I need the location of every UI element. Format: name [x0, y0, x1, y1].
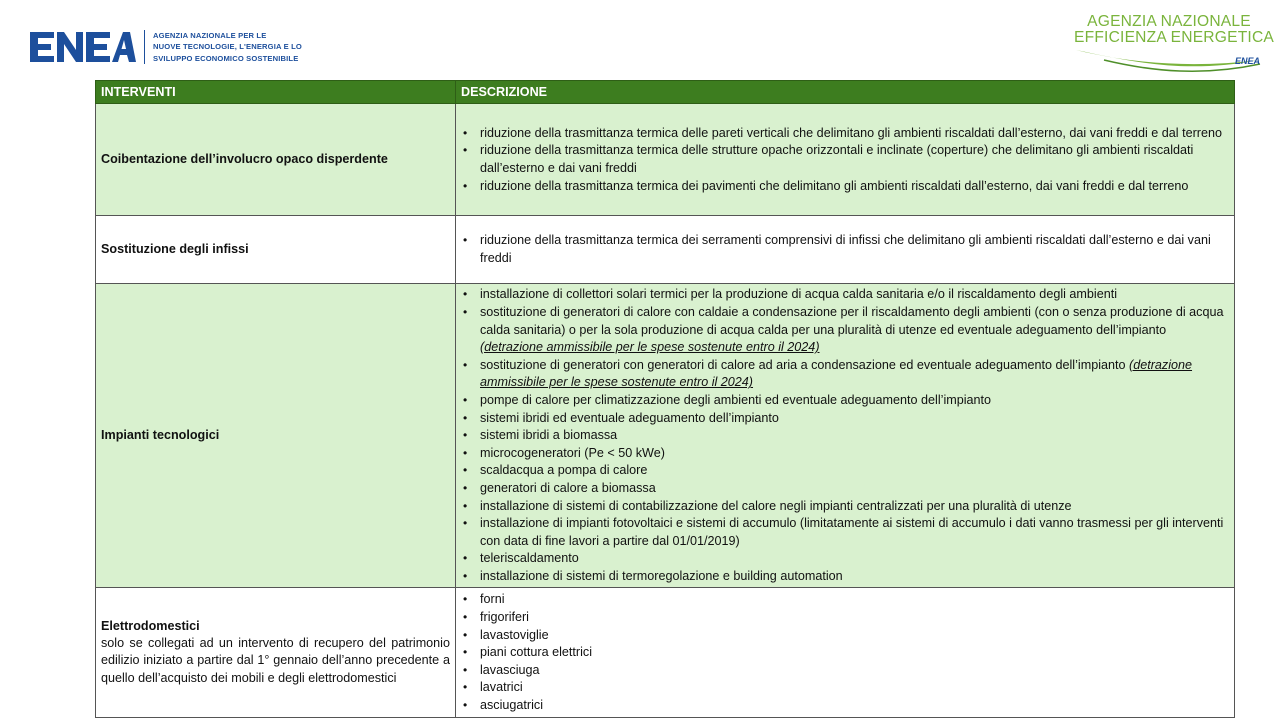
enea-subtitle-line: SVILUPPO ECONOMICO SOSTENIBILE	[153, 53, 299, 63]
agency-title-line: EFFICIENZA ENERGETICA	[1074, 29, 1275, 46]
agency-title-line: AGENZIA NAZIONALE	[1087, 13, 1251, 30]
list-item: • lavatrici	[480, 679, 1226, 697]
intervention-name: Coibentazione dell’involucro opaco disperdente	[101, 152, 388, 166]
list-item: • pompe di calore per climatizzazione degli ambienti ed eventuale adeguamento dell’impianto	[480, 392, 1226, 410]
intervention-name: Sostituzione degli infissi	[101, 242, 249, 256]
list-item: • asciugatrici	[480, 697, 1226, 715]
list-item: • sistemi ibridi ed eventuale adeguamento dell’impianto	[480, 410, 1226, 428]
column-header-descrizione: DESCRIZIONE	[456, 81, 1235, 104]
deduction-note: (detrazione ammissibile per le spese sostenute entro il 2024)	[480, 340, 820, 355]
enea-subtitle	[144, 30, 302, 64]
list-item: • sistemi ibridi a biomassa	[480, 427, 1226, 445]
description-list	[456, 232, 1234, 267]
list-item: • frigoriferi	[480, 609, 1226, 627]
table-row	[96, 104, 1235, 216]
list-item	[480, 304, 1226, 357]
intervention-name: Elettrodomestici	[101, 618, 200, 633]
intervention-cell	[96, 104, 456, 216]
list-item: • installazione di impianti fotovoltaici e sistemi di accumulo (limitatamente ai sistemi di accumulo i dati vanno trasmessi per gli interventi con data di fine lavori a partire dal 01/01/2019)	[480, 515, 1226, 550]
list-item: • riduzione della trasmittanza termica dei serramenti comprensivi di infissi che delimitano gli ambienti riscaldati dall’esterno e dai vani freddi	[480, 232, 1226, 267]
list-item: • microcogeneratori (Pe < 50 kWe)	[480, 445, 1226, 463]
description-list	[456, 591, 1234, 714]
list-item: • scaldacqua a pompa di calore	[480, 462, 1226, 480]
enea-subtitle-line: AGENZIA NAZIONALE PER LE	[153, 31, 267, 41]
description-list	[456, 286, 1234, 585]
list-item: • riduzione della trasmittanza termica delle strutture opache orizzontali e inclinate (coperture) che delimitano gli ambienti riscaldati dall’esterno e dai vani freddi	[480, 142, 1226, 177]
deduction-note: (detrazione ammissibile per le spese sostenute entro il 2024)	[480, 357, 1193, 390]
column-header-interventi: INTERVENTI	[96, 81, 456, 104]
list-item: • forni	[480, 591, 1226, 609]
list-item: • generatori di calore a biomassa	[480, 480, 1226, 498]
description-cell	[456, 284, 1235, 588]
description-cell	[456, 588, 1235, 718]
intervention-cell	[96, 588, 456, 718]
enea-subtitle-line: NUOVE TECNOLOGIE, L'ENERGIA E LO	[153, 42, 302, 52]
interventions-table	[95, 80, 1235, 718]
table-row	[96, 216, 1235, 284]
description-cell	[456, 216, 1235, 284]
enea-logo-mark	[30, 30, 136, 64]
table-row	[96, 284, 1235, 588]
list-item: • lavastoviglie	[480, 627, 1226, 645]
list-item-text: sostituzione di generatori di calore con caldaie a condensazione per il riscaldamento degli ambienti (con o senza produzione di acqua calda sanitaria) o per la sola produzione di acqua calda per una pluralità di utenze ed eventuale adeguamento dell’impianto	[480, 305, 1224, 337]
list-item: • installazione di sistemi di termoregolazione e building automation	[480, 568, 1226, 586]
list-item: • teleriscaldamento	[480, 550, 1226, 568]
list-item: • riduzione della trasmittanza termica delle pareti verticali che delimitano gli ambienti riscaldati dall’esterno, dai vani freddi e dal terreno	[480, 125, 1226, 143]
list-item: • installazione di collettori solari termici per la produzione di acqua calda sanitaria e/o il riscaldamento degli ambienti	[480, 286, 1226, 304]
intervention-note: solo se collegati ad un intervento di recupero del patrimonio edilizio iniziato a partire dal 1° gennaio dell’anno precedente a quello dell’acquisto dei mobili e degli elettrodomestici	[101, 635, 450, 685]
list-item: • riduzione della trasmittanza termica dei pavimenti che delimitano gli ambienti riscaldati dall’esterno, dai vani freddi e dal terreno	[480, 178, 1226, 196]
table-row	[96, 588, 1235, 718]
table-header-row	[96, 81, 1235, 104]
description-list	[456, 125, 1234, 195]
list-item-text: sostituzione di generatori con generatori di calore ad aria a condensazione ed eventuale adeguamento dell’impianto	[480, 357, 1126, 372]
intervention-name: Impianti tecnologici	[101, 428, 220, 442]
list-item	[480, 357, 1226, 392]
intervention-cell	[96, 284, 456, 588]
description-cell	[456, 104, 1235, 216]
agency-mini-logo: ENEA	[1234, 56, 1260, 66]
intervention-cell	[96, 216, 456, 284]
agency-logo	[1074, 13, 1275, 76]
enea-logo	[30, 30, 302, 64]
list-item: • lavasciuga	[480, 662, 1226, 680]
list-item: • installazione di sistemi di contabilizzazione del calore negli impianti centralizzati per una pluralità di utenze	[480, 498, 1226, 516]
list-item: • piani cottura elettrici	[480, 644, 1226, 662]
